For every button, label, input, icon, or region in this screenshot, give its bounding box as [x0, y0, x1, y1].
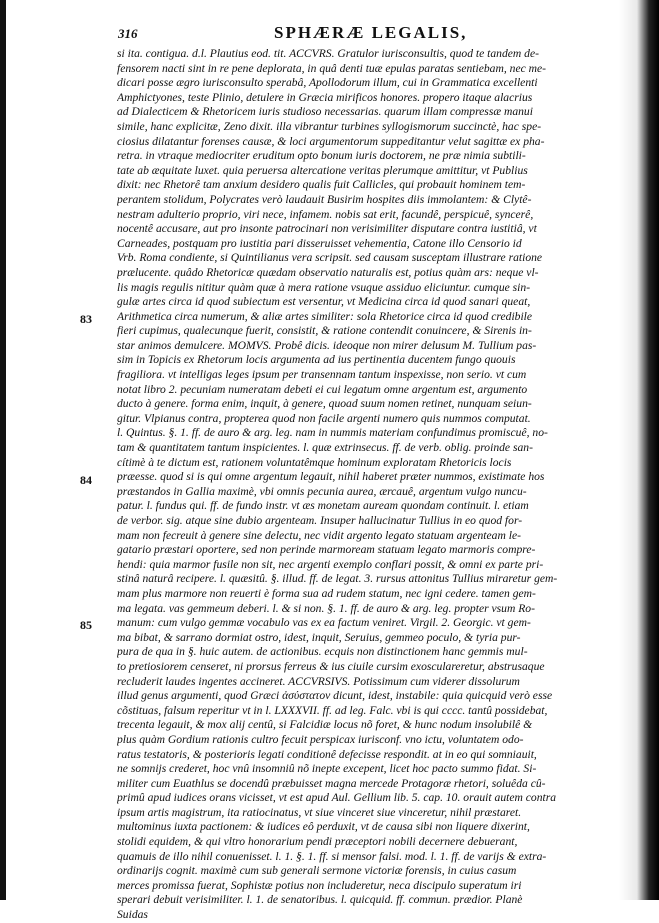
- text-line: retra. in vtraque mediocriter eruditum opto bonum iuris doctorem, ne præ nimia subtili-: [117, 149, 526, 163]
- text-line: ipsum artis magistrum, ita ratiocinatus, vt siue vinceret siue vinceretur, nihil præstaret.: [117, 805, 522, 819]
- text-line: mam non fecreuit à genere sine delectu, nec vidit argento legato statuam argenteam le-: [117, 528, 521, 542]
- text-line: recluderit laudes ingentes accineret. ACCVRSIVS. Potissimum cum viderer dissolurum: [117, 674, 520, 688]
- text-line: si ita. contigua. d.l. Plautius eod. tit. ACCVRS. Gratulor iurisconsultis, quod te tandem de-: [117, 47, 539, 60]
- text-line: Suidas: [117, 908, 148, 922]
- text-line: stinâ naturâ recipere. l. quæsitû. §. illud. ff. de legat. 3. rursus attonitus Tullius miraretur gem-: [117, 572, 558, 586]
- text-line: ordinarijs cognit. maximè cum sub generali sermone victoriæ forensis, in cuius casum: [117, 864, 517, 878]
- page-header: [118, 23, 538, 46]
- text-line: illud genus argumenti, quod Græci ἀσύστατον dicunt, idest, instabile: quia quicquid verò esse: [117, 689, 553, 703]
- left-scan-edge: [0, 0, 6, 900]
- text-line: notat libro 2. pecuniam numeratam debeti ei cui legatum omne argentum est, argumento: [117, 382, 528, 396]
- text-line: tam & quantitatem tantum inspicientes. l. quæ extrinsecus. ff. de verb. oblig. proinde san-: [117, 441, 533, 455]
- running-head: SPHÆRÆ LEGALIS,: [274, 23, 468, 42]
- body-text: [117, 47, 573, 923]
- text-line: star animos demulcere. MOMVS. Probê dicis. ideoque non mirer delusum M. Tullium pas-: [117, 338, 537, 352]
- text-line: perantem stolidum, Polycrates verò laudauit Busirim hospites diis immolantem: & Clytê-: [117, 192, 532, 206]
- text-line: Arithmetica circa numerum, & aliæ artes similiter: sola Rhetorice circa id quod credibile: [117, 309, 533, 323]
- text-line: tate ab æquitate luxet. quia peruersa altercatione veritas plerumque amittitur, vt Publius: [117, 163, 528, 177]
- text-line: cítimè à te dictum est, rationem voluntatêmque hominum exploratam Rhetoricis locis: [117, 455, 512, 469]
- text-line: l. Quintus. §. 1. ff. de auro & arg. leg. nam in nummis materiam confundimus promiscuê, no-: [117, 426, 548, 440]
- text-line: mam plus marmore non reuerti è forma sua ad rudem statum, nec igni cedere. tamen gem-: [117, 586, 536, 600]
- text-line: merces promissa fuerat, Sophistæ potius non includeretur, neca discipulo superatum iri: [117, 878, 522, 892]
- text-line: Vrb. Roma condiente, si Quintilianus vera scripsit. sed causam susceptam illustrare ratione: [117, 251, 543, 265]
- text-line: to pretiosiorem censeret, ni prorsus ferreus & ius ciuile cursim exosculareretur, abstrusaque: [117, 659, 545, 673]
- text-line: sperari debuit verisimiliter. l. 1. de senatoribus. l. quicquid. ff. commun. prædior. Planè: [117, 893, 523, 907]
- text-line: multominus iuxta pactionem: & iudices eô perduxit, vt de causa sibi non liquere dixerint,: [117, 820, 530, 834]
- text-line: ad Dialecticem & Rhetoricem iuris studioso necessarias. quarum illam compressæ manui: [117, 105, 533, 119]
- text-line: ciosius dilatantur forenses causæ, & loci argumentorum suppeditantur velut sagittæ ex pha-: [117, 134, 545, 148]
- text-line: militer cum Euathlus se docendû præbuisset magna mercede Protagoræ rhetori, soluêda cû-: [117, 776, 546, 790]
- text-line: nestram adulterio proprio, viri nece, infamem. nobis sat erit, facundê, perspicuê, syncerê,: [117, 207, 534, 221]
- text-line: Amphictyones, teste Plinio, detulere in Græcia mirificos honores. propero itaque alacrius: [117, 90, 533, 104]
- text-line: hendi: quia marmor fusile non sit, nec argenti exemplo conflari possit, & omni ex parte pri-: [117, 557, 544, 571]
- text-line: ratus testatoris, & posterioris legati conditionê defecisse respondit. at in eo qui somniauit,: [117, 747, 537, 761]
- text-line: simile, hanc explicitæ, Zeno dixit. illa vibrantur turbines syllogismorum succinctè, hac spe-: [117, 119, 542, 133]
- text-line: fieri cupimus, qualecunque fuerit, consistit, & ratione contendit conuincere, & Sirenis in-: [117, 324, 532, 338]
- text-line: pura de qua in §. huic autem. de actionibus. ecquis non distinctionem hanc gemmis mul-: [117, 645, 528, 659]
- text-line: quamuis de illo nihil conuenisset. l. 1. §. 1. ff. si mensor falsi. mod. l. 1. ff. de varijs & extra-: [117, 849, 547, 863]
- text-line: primû apud iudices orans vicisset, vt est apud Aul. Gellium lib. 5. cap. 10. orauit autem contra: [117, 791, 557, 805]
- text-line: cõstituas, falsum reperitur vt in l. LXXXVII. ff. ad leg. Falc. vbi is qui cccc. tantû possidebat,: [117, 703, 548, 717]
- text-line: patur. l. fundus qui. ff. de fundo instr. vt æs monetam auream quondam continuit. l. etiam: [117, 499, 529, 513]
- text-line: lis magis regulis nititur quàm quæ à mera ratione vsuque assiduo eliciuntur. cumque sin-: [117, 280, 531, 294]
- text-line: stolidi equidem, & qui vltro honorarium pendi præceptori nobili decernere debuerant,: [117, 835, 518, 849]
- text-line: fragiliora. vt intelligas leges ipsum per transennam tantum inspexisse, non serio. vt cum: [117, 368, 527, 382]
- text-line: ma legata. vas gemmeum deberi. l. & si non. §. 1. ff. de auro & arg. leg. propter vsum Ro-: [117, 601, 535, 615]
- text-line: dicari posse ægro iurisconsulto sperabâ, Apollodorum illum, cui in Grammatica excellenti: [117, 76, 538, 90]
- text-line: dixit: nec Rhetorê tam anxium desidero qualis fuit Callicles, qui probauit hominem tem-: [117, 178, 526, 192]
- text-line: prælucente. quâdo Rhetoricæ quædam observatio naturalis est, potius quàm ars: neque vl-: [117, 265, 539, 279]
- text-line: de verbor. sig. atque sine dubio argenteam. Insuper hallucinatur Tullius in eo quod for-: [117, 514, 523, 527]
- text-line: gulæ artes circa id quod subiectum est versentur, vt Medicina circa id quod sanari queat,: [117, 295, 531, 309]
- text-line: plus quàm Gordium rationis cultro fecuit perspicax iurisconf. vno ictu, voluntatem odo-: [117, 732, 524, 746]
- text-line: præesse. quod si is qui omne argentum legauit, nihil haberet præter nummos, existimate hos: [117, 470, 545, 484]
- text-line: sim in Topicis ex Rhetorum locis argumenta ad ius pertinentia ducentem fungo quouis: [117, 353, 516, 367]
- text-line: ma bibat, & sarrano dormiat ostro, idest, inquit, Seruius, gemmeo poculo, & tyria pur-: [117, 630, 521, 644]
- text-line: nocentê accusare, aut pro insonte patrocinari non verisimiliter disputare contra iustitiâ, vt: [117, 222, 537, 236]
- text-line: gitur. Vlpianus contra, propterea quod non facile argenti numero quis nummos computat.: [117, 411, 531, 425]
- right-scan-edge: [619, 0, 659, 900]
- text-line: manum: cum vulgo gemmæ vocabulo vas ex ea factum veniret. Virgil. 2. Georgic. vt gem-: [117, 616, 531, 630]
- margin-note-84: 84: [80, 473, 92, 487]
- text-line: Carneades, postquam pro iustitia pari disseruisset vehementia, Catone illo Censorio id: [117, 236, 522, 250]
- page-number: 316: [118, 26, 138, 41]
- text-line: præstandos in Gallia maximè, vbi omnis pecunia aurea, ærcauê, argentum vulgo nuncu-: [117, 484, 527, 498]
- text-line: ducto à genere. forma enim, inquit, à genere, quoad suum nomen retinet, nunquam seiun-: [117, 397, 532, 411]
- text-line: trecenta legauit, & mox alij centû, si Falcidiæ locus nõ foret, & hunc nodum insolubilê &: [117, 718, 533, 732]
- margin-note-85: 85: [80, 618, 92, 632]
- text-line: ne somnijs crederet, hoc vnû insomniû nõ inepte excepent, licet hoc pacto summo fidat. Si-: [117, 762, 537, 776]
- text-line: gatario præstari oportere, sed non perinde marmoream statuam legato marmoris compre-: [117, 543, 536, 557]
- margin-note-83: 83: [80, 312, 92, 326]
- text-line: fensorem nacti sint in re pene deplorata, in quâ denti tuæ epulas paratas sentiebam, nec me-: [117, 61, 547, 75]
